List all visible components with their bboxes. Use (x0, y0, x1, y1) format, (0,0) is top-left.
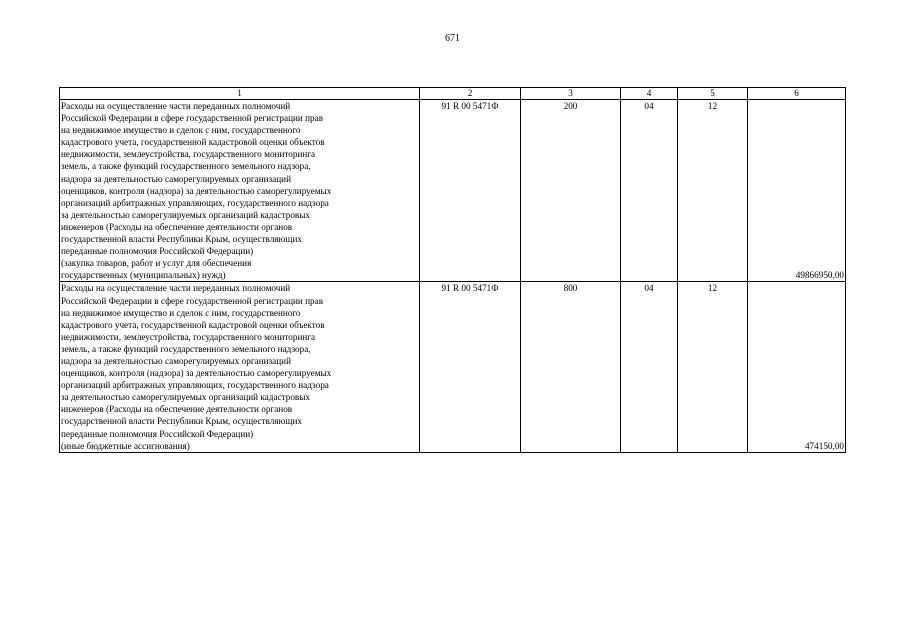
column-header-2: 2 (420, 88, 521, 100)
description-line: переданные полномочия Российской Федерации) (61, 428, 254, 439)
row-code: 91 R 00 5471Ф (420, 282, 521, 452)
column-header-6: 6 (748, 88, 846, 100)
description-line: переданные полномочия Российской Федерации) (61, 246, 254, 257)
description-line: инженеров (Расходы на обеспечение деятельности органов (61, 221, 293, 232)
page-number: 671 (445, 33, 460, 44)
row-description (60, 282, 420, 452)
table-row (60, 100, 846, 282)
description-line: Российской Федерации в сфере государственной регистрации прав (61, 113, 324, 124)
description-line: земель, а также функций государственного земельного надзора, (61, 343, 311, 354)
description-line: недвижимости, землеустройства, государственного мониторинга (61, 149, 316, 160)
description-line: государственной власти Республики Крым, осуществляющих (61, 416, 302, 427)
column-header-5: 5 (678, 88, 748, 100)
row-description (60, 100, 420, 282)
description-line: оценщиков, контроля (надзора) за деятельностью саморегулируемых (61, 185, 332, 196)
column-header-4: 4 (621, 88, 678, 100)
description-line: за деятельностью саморегулируемых организаций кадастровых (61, 392, 311, 403)
table-body (60, 100, 846, 453)
row-amount: 49866950,00 (748, 100, 846, 282)
table-header-row (60, 88, 846, 100)
table-row (60, 282, 846, 452)
description-line: надзора за деятельностью саморегулируемых организаций (61, 355, 291, 366)
row-type: 800 (521, 282, 621, 452)
row-subsection: 12 (678, 282, 748, 452)
row-type: 200 (521, 100, 621, 282)
description-line: за деятельностью саморегулируемых организаций кадастровых (61, 209, 311, 220)
description-line: земель, а также функций государственного земельного надзора, (61, 161, 311, 172)
description-line: недвижимости, землеустройства, государственного мониторинга (61, 331, 316, 342)
description-line: государственных (муниципальных) нужд) (61, 270, 226, 281)
description-line: (закупка товаров, работ и услуг для обеспечения (61, 258, 252, 269)
row-section: 04 (621, 100, 678, 282)
budget-table (59, 87, 846, 453)
description-line: оценщиков, контроля (надзора) за деятельностью саморегулируемых (61, 368, 332, 379)
column-header-1: 1 (60, 88, 420, 100)
description-line: Расходы на осуществление части переданных полномочий (61, 101, 291, 111)
column-header-3: 3 (521, 88, 621, 100)
description-line: кадастрового учета, государственной кадастровой оценки объектов (61, 137, 325, 148)
description-line: кадастрового учета, государственной кадастровой оценки объектов (61, 319, 325, 330)
description-line: инженеров (Расходы на обеспечение деятельности органов (61, 404, 293, 415)
row-amount: 474150,00 (748, 282, 846, 452)
description-line: (иные бюджетные ассигнования) (61, 440, 190, 451)
row-section: 04 (621, 282, 678, 452)
description-line: на недвижимое имущество и сделок с ним, государственного (61, 125, 301, 136)
description-line: Российской Федерации в сфере государственной регистрации прав (61, 295, 324, 306)
description-line: государственной власти Республики Крым, осуществляющих (61, 234, 302, 245)
description-line: Расходы на осуществление части переданных полномочий (61, 283, 291, 294)
row-subsection: 12 (678, 100, 748, 282)
description-line: организаций арбитражных управляющих, государственного надзора (61, 197, 329, 208)
row-code: 91 R 00 5471Ф (420, 100, 521, 282)
description-line: организаций арбитражных управляющих, государственного надзора (61, 380, 329, 391)
description-line: надзора за деятельностью саморегулируемых организаций (61, 173, 291, 184)
description-line: на недвижимое имущество и сделок с ним, государственного (61, 307, 301, 318)
